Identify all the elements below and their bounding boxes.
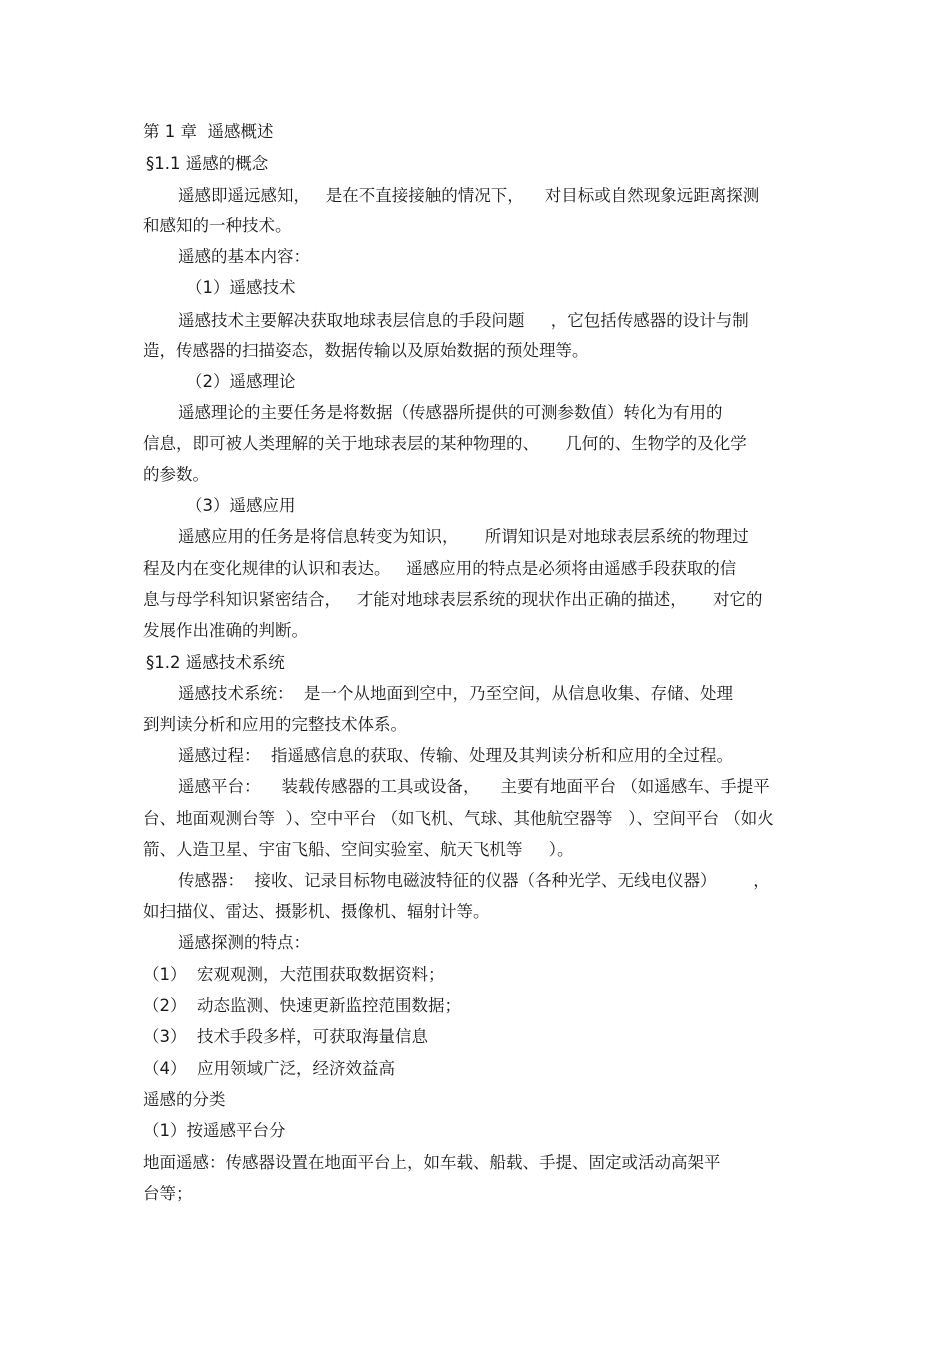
list-item: （4） 应用领域广泛，经济效益高 — [143, 1059, 395, 1078]
chapter-title: 第 1 章 遥感概述 — [143, 122, 274, 141]
subsection-heading: （1）按遥感平台分 — [143, 1121, 286, 1140]
paragraph-line: 台等； — [143, 1184, 193, 1203]
paragraph-line: 遥感过程： 指遥感信息的获取、传输、处理及其判读分析和应用的全过程。 — [178, 746, 733, 765]
paragraph-line: 息与母学科知识紧密结合， 才能对地球表层系统的现状作出正确的描述， 对它的 — [143, 590, 763, 609]
paragraph-line: 发展作出准确的判断。 — [143, 621, 308, 640]
paragraph-line: 造，传感器的扫描姿态，数据传输以及原始数据的预处理等。 — [143, 341, 589, 360]
paragraph-line: 遥感理论的主要任务是将数据（传感器所提供的可测参数值）转化为有用的 — [178, 403, 723, 422]
paragraph-line: 如扫描仪、雷达、摄影机、摄像机、辐射计等。 — [143, 902, 490, 921]
paragraph-line: 地面遥感：传感器设置在地面平台上，如车载、船载、手提、固定或活动高架平 — [143, 1153, 721, 1172]
paragraph-line: 遥感平台： 装载传感器的工具或设备， 主要有地面平台 （如遥感车、手提平 — [178, 777, 770, 796]
paragraph-line: 程及内在变化规律的认识和表达。 遥感应用的特点是必须将由遥感手段获取的信 — [143, 559, 737, 578]
paragraph-line: 遥感技术系统： 是一个从地面到空中，乃至空间，从信息收集、存储、处理 — [178, 684, 733, 703]
paragraph-line: 遥感探测的特点： — [178, 933, 310, 952]
subsection-heading: （3）遥感应用 — [186, 496, 296, 515]
paragraph-line: 台、地面观测台等 ）、空中平台 （如飞机、气球、其他航空器等 ）、空间平台 （如火 — [143, 809, 774, 828]
subsection-heading: （2）遥感理论 — [186, 372, 296, 391]
paragraph-line: 和感知的一种技术。 — [143, 216, 292, 235]
section-heading: §1.1 遥感的概念 — [146, 154, 269, 173]
list-item: （1） 宏观观测，大范围获取数据资料； — [143, 965, 445, 984]
subsection-heading: （1）遥感技术 — [186, 278, 296, 297]
paragraph-line: 箭、人造卫星、宇宙飞船、空间实验室、航天飞机等 ）。 — [143, 840, 574, 859]
paragraph-line: 遥感应用的任务是将信息转变为知识， 所谓知识是对地球表层系统的物理过 — [178, 527, 749, 546]
paragraph-line: 的参数。 — [143, 465, 209, 484]
paragraph-line: 遥感的基本内容： — [178, 247, 310, 266]
paragraph-line: 遥感技术主要解决获取地球表层信息的手段问题 ，它包括传感器的设计与制 — [178, 311, 749, 330]
paragraph-line: 传感器： 接收、记录目标物电磁波特征的仪器（各种光学、无线电仪器） ， — [178, 871, 770, 890]
list-item: （3） 技术手段多样，可获取海量信息 — [143, 1027, 428, 1046]
list-item: （2） 动态监测、快速更新监控范围数据； — [143, 996, 461, 1015]
paragraph-line: 遥感即遥远感知， 是在不直接接触的情况下， 对目标或自然现象远距离探测 — [178, 186, 760, 205]
section-heading: §1.2 遥感技术系统 — [146, 653, 285, 672]
paragraph-line: 信息，即可被人类理解的关于地球表层的某种物理的、 几何的、生物学的及化学 — [143, 434, 747, 453]
paragraph-heading: 遥感的分类 — [143, 1090, 226, 1109]
paragraph-line: 到判读分析和应用的完整技术体系。 — [143, 715, 407, 734]
